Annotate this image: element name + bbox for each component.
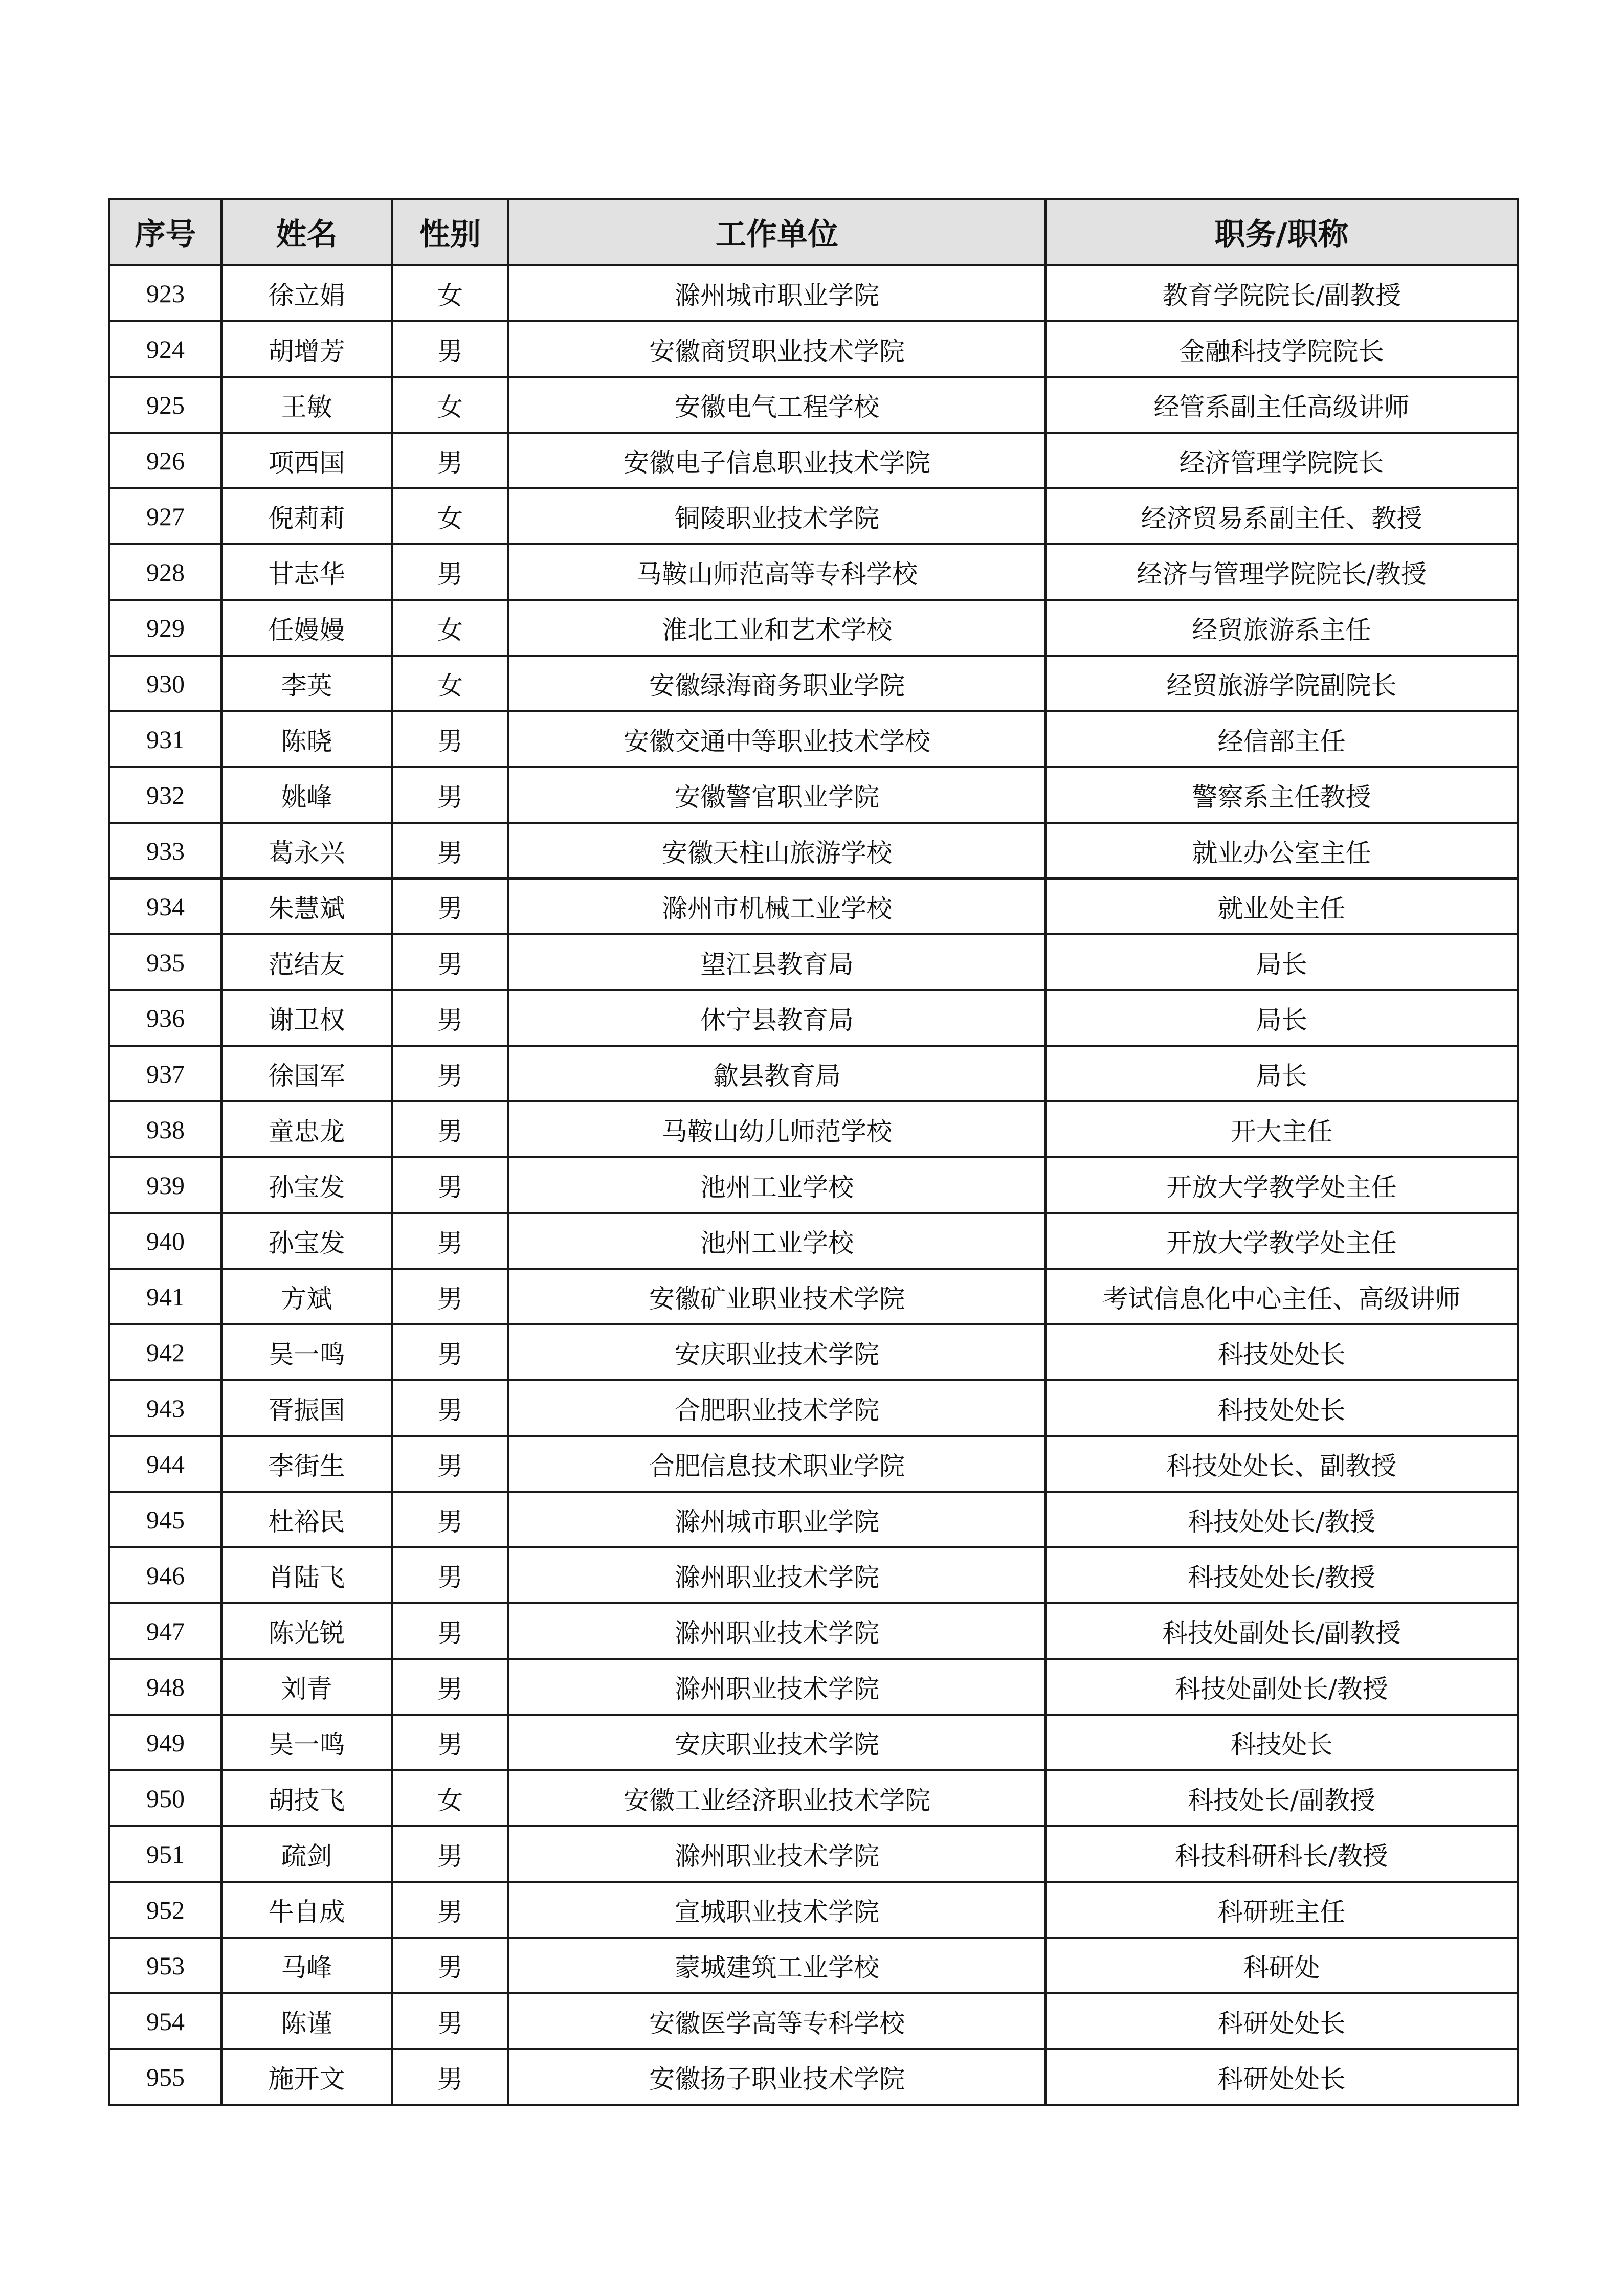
- cell-work-unit: 滁州职业技术学院: [508, 1603, 1045, 1659]
- cell-position-title: 科技处处长: [1045, 1380, 1518, 1436]
- cell-position-title: 开放大学教学处主任: [1045, 1213, 1518, 1269]
- cell-name: 吴一鸣: [221, 1715, 392, 1770]
- cell-work-unit: 滁州职业技术学院: [508, 1826, 1045, 1882]
- cell-serial-number: 935: [109, 934, 221, 990]
- cell-work-unit: 安徽绿海商务职业学院: [508, 656, 1045, 711]
- cell-name: 葛永兴: [221, 823, 392, 879]
- cell-name: 谢卫权: [221, 990, 392, 1046]
- cell-name: 胡增芳: [221, 321, 392, 377]
- cell-work-unit: 安徽扬子职业技术学院: [508, 2049, 1045, 2105]
- table-row: [109, 321, 1518, 377]
- cell-serial-number: 933: [109, 823, 221, 879]
- table-body: [109, 265, 1518, 2105]
- cell-name: 姚峰: [221, 767, 392, 823]
- table-row: [109, 767, 1518, 823]
- cell-serial-number: 934: [109, 879, 221, 934]
- cell-position-title: 局长: [1045, 990, 1518, 1046]
- cell-serial-number: 928: [109, 544, 221, 600]
- cell-gender: 男: [392, 1380, 508, 1436]
- table-row: [109, 1157, 1518, 1213]
- cell-serial-number: 926: [109, 433, 221, 488]
- cell-gender: 男: [392, 767, 508, 823]
- cell-name: 朱慧斌: [221, 879, 392, 934]
- table-row: [109, 1715, 1518, 1770]
- cell-work-unit: 宣城职业技术学院: [508, 1882, 1045, 1938]
- cell-name: 任嫚嫚: [221, 600, 392, 656]
- table-row: [109, 1492, 1518, 1547]
- cell-gender: 男: [392, 1882, 508, 1938]
- cell-name: 倪莉莉: [221, 488, 392, 544]
- table-header-row: [109, 199, 1518, 265]
- cell-gender: 男: [392, 1046, 508, 1101]
- cell-work-unit: 滁州城市职业学院: [508, 265, 1045, 321]
- cell-gender: 男: [392, 1436, 508, 1492]
- cell-work-unit: 安徽天柱山旅游学校: [508, 823, 1045, 879]
- cell-gender: 男: [392, 711, 508, 767]
- cell-serial-number: 939: [109, 1157, 221, 1213]
- cell-name: 甘志华: [221, 544, 392, 600]
- cell-serial-number: 949: [109, 1715, 221, 1770]
- cell-name: 疏剑: [221, 1826, 392, 1882]
- table-row: [109, 1046, 1518, 1101]
- cell-gender: 男: [392, 1547, 508, 1603]
- cell-serial-number: 943: [109, 1380, 221, 1436]
- cell-work-unit: 淮北工业和艺术学校: [508, 600, 1045, 656]
- cell-serial-number: 932: [109, 767, 221, 823]
- cell-serial-number: 945: [109, 1492, 221, 1547]
- cell-work-unit: 安徽商贸职业技术学院: [508, 321, 1045, 377]
- cell-work-unit: 安庆职业技术学院: [508, 1324, 1045, 1380]
- cell-position-title: 金融科技学院院长: [1045, 321, 1518, 377]
- cell-name: 肖陆飞: [221, 1547, 392, 1603]
- cell-serial-number: 946: [109, 1547, 221, 1603]
- cell-serial-number: 938: [109, 1101, 221, 1157]
- table-row: [109, 1882, 1518, 1938]
- cell-gender: 女: [392, 488, 508, 544]
- cell-position-title: 科技处长/副教授: [1045, 1770, 1518, 1826]
- cell-work-unit: 蒙城建筑工业学校: [508, 1938, 1045, 1993]
- table-row: [109, 934, 1518, 990]
- cell-serial-number: 954: [109, 1993, 221, 2049]
- cell-gender: 男: [392, 1659, 508, 1715]
- table-row: [109, 1101, 1518, 1157]
- table-row: [109, 1826, 1518, 1882]
- cell-gender: 男: [392, 1101, 508, 1157]
- cell-serial-number: 947: [109, 1603, 221, 1659]
- cell-work-unit: 池州工业学校: [508, 1157, 1045, 1213]
- cell-position-title: 就业办公室主任: [1045, 823, 1518, 879]
- cell-name: 施开文: [221, 2049, 392, 2105]
- cell-work-unit: 安徽警官职业学院: [508, 767, 1045, 823]
- cell-gender: 女: [392, 600, 508, 656]
- table-row: [109, 1547, 1518, 1603]
- table-row: [109, 823, 1518, 879]
- cell-serial-number: 923: [109, 265, 221, 321]
- cell-position-title: 经济管理学院院长: [1045, 433, 1518, 488]
- cell-serial-number: 942: [109, 1324, 221, 1380]
- cell-name: 马峰: [221, 1938, 392, 1993]
- cell-serial-number: 955: [109, 2049, 221, 2105]
- cell-serial-number: 936: [109, 990, 221, 1046]
- table-row: [109, 656, 1518, 711]
- cell-name: 孙宝发: [221, 1157, 392, 1213]
- table-row: [109, 1938, 1518, 1993]
- cell-position-title: 科技科研科长/教授: [1045, 1826, 1518, 1882]
- cell-serial-number: 924: [109, 321, 221, 377]
- cell-work-unit: 合肥职业技术学院: [508, 1380, 1045, 1436]
- cell-name: 刘青: [221, 1659, 392, 1715]
- cell-position-title: 局长: [1045, 1046, 1518, 1101]
- table-row: [109, 1269, 1518, 1324]
- cell-gender: 男: [392, 544, 508, 600]
- cell-gender: 女: [392, 1770, 508, 1826]
- cell-work-unit: 马鞍山幼儿师范学校: [508, 1101, 1045, 1157]
- cell-name: 徐立娟: [221, 265, 392, 321]
- cell-gender: 男: [392, 1157, 508, 1213]
- cell-gender: 男: [392, 433, 508, 488]
- cell-work-unit: 安徽电气工程学校: [508, 377, 1045, 433]
- cell-serial-number: 930: [109, 656, 221, 711]
- cell-gender: 男: [392, 321, 508, 377]
- cell-gender: 男: [392, 1492, 508, 1547]
- table-row: [109, 377, 1518, 433]
- cell-name: 陈谨: [221, 1993, 392, 2049]
- table-row: [109, 600, 1518, 656]
- cell-gender: 男: [392, 1213, 508, 1269]
- cell-gender: 男: [392, 1603, 508, 1659]
- cell-name: 方斌: [221, 1269, 392, 1324]
- cell-serial-number: 925: [109, 377, 221, 433]
- table-row: [109, 990, 1518, 1046]
- cell-work-unit: 安庆职业技术学院: [508, 1715, 1045, 1770]
- cell-position-title: 科技处处长、副教授: [1045, 1436, 1518, 1492]
- cell-position-title: 科研处: [1045, 1938, 1518, 1993]
- cell-serial-number: 950: [109, 1770, 221, 1826]
- cell-position-title: 经贸旅游系主任: [1045, 600, 1518, 656]
- cell-gender: 男: [392, 1715, 508, 1770]
- header-name: 姓名: [221, 199, 392, 265]
- cell-gender: 男: [392, 934, 508, 990]
- cell-position-title: 科研处处长: [1045, 2049, 1518, 2105]
- cell-work-unit: 滁州职业技术学院: [508, 1659, 1045, 1715]
- cell-work-unit: 池州工业学校: [508, 1213, 1045, 1269]
- table-row: [109, 711, 1518, 767]
- cell-name: 胡技飞: [221, 1770, 392, 1826]
- cell-name: 牛自成: [221, 1882, 392, 1938]
- cell-position-title: 开放大学教学处主任: [1045, 1157, 1518, 1213]
- cell-serial-number: 937: [109, 1046, 221, 1101]
- cell-gender: 女: [392, 377, 508, 433]
- cell-position-title: 科技处处长/教授: [1045, 1492, 1518, 1547]
- cell-name: 王敏: [221, 377, 392, 433]
- cell-work-unit: 安徽工业经济职业技术学院: [508, 1770, 1045, 1826]
- cell-position-title: 局长: [1045, 934, 1518, 990]
- cell-serial-number: 944: [109, 1436, 221, 1492]
- cell-serial-number: 931: [109, 711, 221, 767]
- table-row: [109, 1770, 1518, 1826]
- cell-name: 徐国军: [221, 1046, 392, 1101]
- roster-sheet: [108, 198, 1517, 2106]
- table-row: [109, 2049, 1518, 2105]
- cell-work-unit: 滁州市机械工业学校: [508, 879, 1045, 934]
- cell-name: 孙宝发: [221, 1213, 392, 1269]
- cell-gender: 男: [392, 2049, 508, 2105]
- header-work-unit: 工作单位: [508, 199, 1045, 265]
- cell-position-title: 科研班主任: [1045, 1882, 1518, 1938]
- table-row: [109, 265, 1518, 321]
- cell-position-title: 考试信息化中心主任、高级讲师: [1045, 1269, 1518, 1324]
- cell-work-unit: 铜陵职业技术学院: [508, 488, 1045, 544]
- table-row: [109, 433, 1518, 488]
- cell-serial-number: 941: [109, 1269, 221, 1324]
- cell-work-unit: 安徽矿业职业技术学院: [508, 1269, 1045, 1324]
- table-row: [109, 1659, 1518, 1715]
- cell-position-title: 科技处处长: [1045, 1324, 1518, 1380]
- cell-name: 陈光锐: [221, 1603, 392, 1659]
- cell-serial-number: 948: [109, 1659, 221, 1715]
- cell-position-title: 开大主任: [1045, 1101, 1518, 1157]
- cell-position-title: 经济贸易系副主任、教授: [1045, 488, 1518, 544]
- cell-serial-number: 951: [109, 1826, 221, 1882]
- cell-gender: 男: [392, 1826, 508, 1882]
- cell-position-title: 科技处副处长/副教授: [1045, 1603, 1518, 1659]
- cell-gender: 男: [392, 1993, 508, 2049]
- cell-name: 项西国: [221, 433, 392, 488]
- cell-name: 范结友: [221, 934, 392, 990]
- cell-gender: 男: [392, 879, 508, 934]
- table-row: [109, 879, 1518, 934]
- cell-position-title: 经济与管理学院院长/教授: [1045, 544, 1518, 600]
- table-row: [109, 1324, 1518, 1380]
- cell-position-title: 科技处副处长/教授: [1045, 1659, 1518, 1715]
- cell-gender: 男: [392, 1324, 508, 1380]
- cell-name: 杜裕民: [221, 1492, 392, 1547]
- cell-work-unit: 安徽电子信息职业技术学院: [508, 433, 1045, 488]
- cell-name: 李英: [221, 656, 392, 711]
- cell-serial-number: 952: [109, 1882, 221, 1938]
- table-row: [109, 1380, 1518, 1436]
- table-row: [109, 1436, 1518, 1492]
- cell-position-title: 经信部主任: [1045, 711, 1518, 767]
- cell-work-unit: 望江县教育局: [508, 934, 1045, 990]
- cell-name: 童忠龙: [221, 1101, 392, 1157]
- cell-work-unit: 休宁县教育局: [508, 990, 1045, 1046]
- cell-position-title: 就业处主任: [1045, 879, 1518, 934]
- cell-gender: 女: [392, 656, 508, 711]
- cell-gender: 女: [392, 265, 508, 321]
- table-row: [109, 544, 1518, 600]
- cell-serial-number: 953: [109, 1938, 221, 1993]
- cell-work-unit: 滁州职业技术学院: [508, 1547, 1045, 1603]
- cell-name: 李街生: [221, 1436, 392, 1492]
- cell-position-title: 经贸旅游学院副院长: [1045, 656, 1518, 711]
- cell-name: 吴一鸣: [221, 1324, 392, 1380]
- table-row: [109, 1213, 1518, 1269]
- cell-position-title: 经管系副主任高级讲师: [1045, 377, 1518, 433]
- cell-position-title: 教育学院院长/副教授: [1045, 265, 1518, 321]
- header-gender: 性别: [392, 199, 508, 265]
- cell-serial-number: 927: [109, 488, 221, 544]
- cell-position-title: 科技处处长/教授: [1045, 1547, 1518, 1603]
- cell-serial-number: 929: [109, 600, 221, 656]
- roster-table: [108, 198, 1519, 2106]
- cell-position-title: 科研处处长: [1045, 1993, 1518, 2049]
- cell-work-unit: 滁州城市职业学院: [508, 1492, 1045, 1547]
- cell-work-unit: 马鞍山师范高等专科学校: [508, 544, 1045, 600]
- cell-work-unit: 合肥信息技术职业学院: [508, 1436, 1045, 1492]
- cell-gender: 男: [392, 1269, 508, 1324]
- cell-gender: 男: [392, 990, 508, 1046]
- cell-position-title: 警察系主任教授: [1045, 767, 1518, 823]
- table-row: [109, 1993, 1518, 2049]
- cell-name: 陈晓: [221, 711, 392, 767]
- table-row: [109, 1603, 1518, 1659]
- cell-gender: 男: [392, 1938, 508, 1993]
- cell-work-unit: 安徽交通中等职业技术学校: [508, 711, 1045, 767]
- cell-gender: 男: [392, 823, 508, 879]
- cell-position-title: 科技处长: [1045, 1715, 1518, 1770]
- cell-work-unit: 安徽医学高等专科学校: [508, 1993, 1045, 2049]
- cell-serial-number: 940: [109, 1213, 221, 1269]
- cell-name: 胥振国: [221, 1380, 392, 1436]
- header-serial-number: 序号: [109, 199, 221, 265]
- table-row: [109, 488, 1518, 544]
- header-position-title: 职务/职称: [1045, 199, 1518, 265]
- cell-work-unit: 歙县教育局: [508, 1046, 1045, 1101]
